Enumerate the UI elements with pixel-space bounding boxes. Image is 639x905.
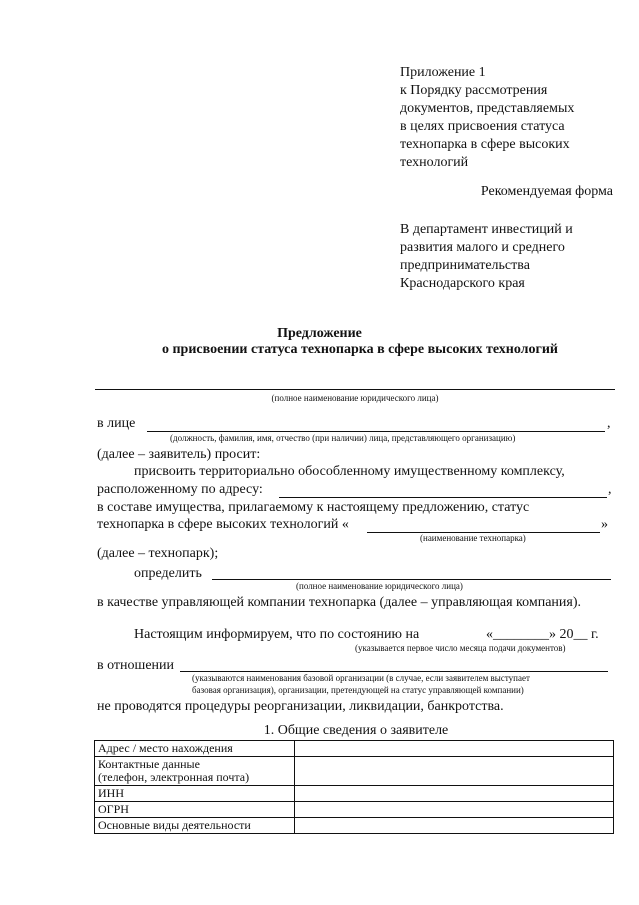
table-row xyxy=(95,818,614,834)
regarding-label: в отношении xyxy=(97,658,175,673)
appendix-line: документов, представляемых xyxy=(400,101,575,116)
section-title: 1. Общие сведения о заявителе xyxy=(263,723,449,738)
as-manager-line: в качестве управляющей компании технопарка (далее – управляющая компания). xyxy=(97,595,582,610)
table-value-cell[interactable] xyxy=(295,802,614,818)
table-row xyxy=(95,757,614,786)
table-row xyxy=(95,741,614,757)
located-label: расположенному по адресу: xyxy=(97,482,263,497)
managing-company-field[interactable] xyxy=(212,579,611,580)
appendix-line: Приложение 1 xyxy=(400,65,486,80)
define-label: определить xyxy=(134,566,202,581)
recipient-line: В департамент инвестиций и xyxy=(400,222,573,237)
table-value-cell[interactable] xyxy=(295,741,614,757)
comma: , xyxy=(608,482,612,497)
document-subtitle: о присвоении статуса технопарка в сфере высоких технологий xyxy=(161,342,558,357)
appendix-line: технопарка в сфере высоких xyxy=(400,137,570,152)
hint-legal-name: (полное наименование юридического лица) xyxy=(296,581,463,591)
hint-organizations: (указываются наименования базовой организации (в случае, если заявителем выступает xyxy=(192,673,530,683)
table-row xyxy=(95,802,614,818)
inform-date-field[interactable]: «________» 20__ г. xyxy=(486,627,599,642)
quote-close: » xyxy=(601,517,608,532)
assign-line: присвоить территориально обособленному имущественному комплексу, xyxy=(134,464,565,479)
table-label-cell: Адрес / место нахождения xyxy=(95,741,295,757)
table-value-cell[interactable] xyxy=(295,818,614,834)
table-label-cell: ОГРН xyxy=(95,802,295,818)
recipient-line: предпринимательства xyxy=(400,258,530,273)
no-proceedings-line: не проводятся процедуры реорганизации, ликвидации, банкротства. xyxy=(97,699,504,714)
appendix-line: к Порядку рассмотрения xyxy=(400,83,548,98)
recipient-block xyxy=(400,221,573,293)
document-title: Предложение xyxy=(277,326,362,341)
applicant-info-table xyxy=(94,740,614,834)
table-label-cell: Контактные данные (телефон, электронная почта) xyxy=(95,757,295,786)
address-field[interactable] xyxy=(279,497,607,498)
legal-name-field[interactable] xyxy=(95,389,615,390)
hint-date: (указывается первое число месяца подачи документов) xyxy=(355,643,566,653)
hint-organizations: базовая организация), организации, претендующей на статус управляющей компании) xyxy=(192,685,524,695)
table-value-cell[interactable] xyxy=(295,786,614,802)
technopark-line: (далее – технопарк); xyxy=(97,546,219,561)
composition-line: в составе имущества, прилагаемому к настоящему предложению, статус xyxy=(97,500,530,515)
appendix-line: в целях присвоения статуса xyxy=(400,119,565,134)
comma: , xyxy=(607,416,611,431)
organizations-field[interactable] xyxy=(180,671,608,672)
inform-line: Настоящим информируем, что по состоянию на xyxy=(134,627,420,642)
hint-technopark-name: (наименование технопарка) xyxy=(420,533,526,543)
status-label: технопарка в сфере высоких технологий « xyxy=(97,517,349,532)
in-person-label: в лице xyxy=(97,416,136,431)
table-value-cell[interactable] xyxy=(295,757,614,786)
hint-legal-name: (полное наименование юридического лица) xyxy=(271,393,439,403)
appendix-block xyxy=(400,64,574,172)
table-label-cell: Основные виды деятельности xyxy=(95,818,295,834)
appendix-line: технологий xyxy=(400,155,469,170)
recipient-line: Краснодарского края xyxy=(400,276,525,291)
applicant-line: (далее – заявитель) просит: xyxy=(97,447,261,462)
person-field[interactable] xyxy=(147,431,605,432)
recommended-form-label: Рекомендуемая форма xyxy=(480,184,613,199)
table-label-cell: ИНН xyxy=(95,786,295,802)
table-row xyxy=(95,786,614,802)
recipient-line: развития малого и среднего xyxy=(400,240,565,255)
hint-person: (должность, фамилия, имя, отчество (при наличии) лица, представляющего организацию) xyxy=(170,433,516,443)
